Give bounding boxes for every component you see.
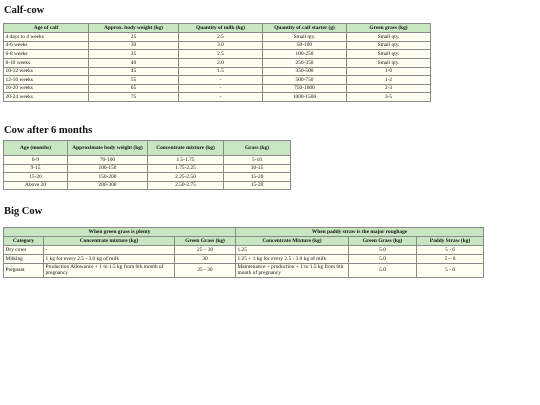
column-header: Age of calf [4, 24, 89, 33]
column-header: Paddy Straw (kg) [417, 237, 484, 246]
table-cell: 5.0 [349, 246, 417, 255]
table-cell: 15-20 [4, 173, 68, 182]
calf-cow-table [3, 23, 431, 102]
column-header: Concentrate mixture (kg) [44, 237, 175, 246]
table-cell: Small qty. [347, 33, 431, 42]
table-cell: Small qty. [347, 58, 431, 67]
table-cell: 250-350 [263, 58, 347, 67]
table-cell: 1000-1500 [263, 93, 347, 102]
table-cell: 6-8 weeks [4, 50, 89, 59]
table-cell: 100-250 [263, 50, 347, 59]
table-cell: 5.0 [349, 263, 417, 277]
table-cell: 5 - 6 [417, 246, 484, 255]
table-cell: 2.5 [179, 33, 263, 42]
table-row [4, 93, 431, 102]
table-cell: 2-3 [347, 84, 431, 93]
table-cell: 15-20 [224, 173, 291, 182]
table-row [4, 41, 431, 50]
table-cell: 100-150 [68, 164, 148, 173]
table-cell: 70-100 [68, 156, 148, 165]
big-group-row [4, 228, 484, 237]
table-cell: 4 days to 4 weeks [4, 33, 89, 42]
cow6-header-row [4, 141, 291, 156]
table-cell: 5 - 6 [417, 263, 484, 277]
column-header: Green grass (kg) [347, 24, 431, 33]
big-cow-heading: Big Cow [4, 206, 43, 217]
table-cell: 45 [89, 67, 179, 76]
table-cell: 65 [89, 84, 179, 93]
table-cell: 1-2 [347, 76, 431, 85]
table-cell: 10-12 weeks [4, 67, 89, 76]
calf-cow-heading: Calf-cow [4, 5, 45, 16]
table-cell: 1.5-1.75 [148, 156, 224, 165]
column-header: Age (months) [4, 141, 68, 156]
column-header: Approx. body weight (kg) [89, 24, 179, 33]
big-header-row [4, 237, 484, 246]
table-row [4, 156, 291, 165]
table-cell: 75 [89, 93, 179, 102]
table-cell: 50-100 [263, 41, 347, 50]
table-cell: 25 - 30 [175, 263, 236, 277]
table-cell: Small qty. [263, 33, 347, 42]
table-row [4, 173, 291, 182]
table-row [4, 84, 431, 93]
table-cell: Small qty. [347, 50, 431, 59]
group-header-paddy-straw: When paddy straw is the major roughage [236, 228, 484, 237]
table-cell: 16-20 weeks [4, 84, 89, 93]
table-cell: 5 – 6 [417, 254, 484, 263]
column-header: Grass (kg) [224, 141, 291, 156]
table-cell: 40 [89, 58, 179, 67]
table-cell: 10-15 [224, 164, 291, 173]
table-cell: 150-200 [68, 173, 148, 182]
table-cell: 30 [89, 41, 179, 50]
cow-after-6-months-table [3, 140, 291, 190]
table-cell: 1.25 [236, 246, 349, 255]
table-cell: 1-0 [347, 67, 431, 76]
column-header: Quantity of milk (kg) [179, 24, 263, 33]
table-cell: 2.5 [179, 50, 263, 59]
table-cell: 3-5 [347, 93, 431, 102]
table-cell: 12-16 weeks [4, 76, 89, 85]
table-cell: 15-20 [224, 181, 291, 190]
column-header: Concentrate Mixture (kg) [236, 237, 349, 246]
table-cell: 25 – 30 [175, 246, 236, 255]
table-cell: 4-6 weeks [4, 41, 89, 50]
column-header: Green Grass (kg) [349, 237, 417, 246]
table-cell: 500-750 [263, 76, 347, 85]
table-cell: Milking [4, 254, 44, 263]
table-cell: 35 [89, 50, 179, 59]
table-cell: 5-10 [224, 156, 291, 165]
big-cow-table [3, 227, 484, 278]
cow-after-6-months-heading: Cow after 6 months [4, 125, 93, 136]
table-row [4, 50, 431, 59]
table-row [4, 164, 291, 173]
table-cell: 350-500 [263, 67, 347, 76]
table-cell: 5.0 [349, 254, 417, 263]
table-cell: 9-15 [4, 164, 68, 173]
table-cell: Dry cows [4, 246, 44, 255]
table-cell: Above 20 [4, 181, 68, 190]
table-cell: 1.75-2.25 [148, 164, 224, 173]
column-header: Green Grass (kg) [175, 237, 236, 246]
table-row [4, 58, 431, 67]
table-cell: 200-300 [68, 181, 148, 190]
table-cell: - [179, 76, 263, 85]
calf-header-row [4, 24, 431, 33]
table-cell: Small qty. [347, 41, 431, 50]
table-cell: Production Allowance + 1 to 1.5 kg from 6th month of pregnancy [44, 263, 175, 277]
table-row [4, 181, 291, 190]
table-row [4, 246, 484, 255]
table-row [4, 254, 484, 263]
table-cell: - [44, 246, 175, 255]
table-cell: 20-24 weeks [4, 93, 89, 102]
table-cell: 25 [89, 33, 179, 42]
table-row [4, 76, 431, 85]
table-cell: 55 [89, 76, 179, 85]
column-header: Quantity of calf starter (g) [263, 24, 347, 33]
column-header: Concentrate mixture (kg) [148, 141, 224, 156]
table-cell: - [179, 84, 263, 93]
table-cell: 2.50-2.75 [148, 181, 224, 190]
table-row [4, 67, 431, 76]
table-row [4, 263, 484, 277]
column-header: Approximate body weight (kg) [68, 141, 148, 156]
group-header-green-grass: When green grass is plenty [4, 228, 236, 237]
table-cell: Pregnant [4, 263, 44, 277]
table-cell: 1 kg for every 2.5 - 3.0 kg of milk [44, 254, 175, 263]
table-cell: - [179, 93, 263, 102]
table-cell: 30 [175, 254, 236, 263]
table-cell: 3.0 [179, 41, 263, 50]
table-row [4, 33, 431, 42]
table-cell: 1.25 + 1 kg for every 2.5 - 3.0 kg of milk [236, 254, 349, 263]
table-cell: 2.0 [179, 58, 263, 67]
table-cell: 8-10 weeks [4, 58, 89, 67]
table-cell: 1.5 [179, 67, 263, 76]
table-cell: 6-9 [4, 156, 68, 165]
column-header: Category [4, 237, 44, 246]
table-cell: 750-1000 [263, 84, 347, 93]
table-cell: Maintenance + production + 1 to 1.5 kg from 6th month of pregnancy [236, 263, 349, 277]
table-cell: 2.25-2.50 [148, 173, 224, 182]
